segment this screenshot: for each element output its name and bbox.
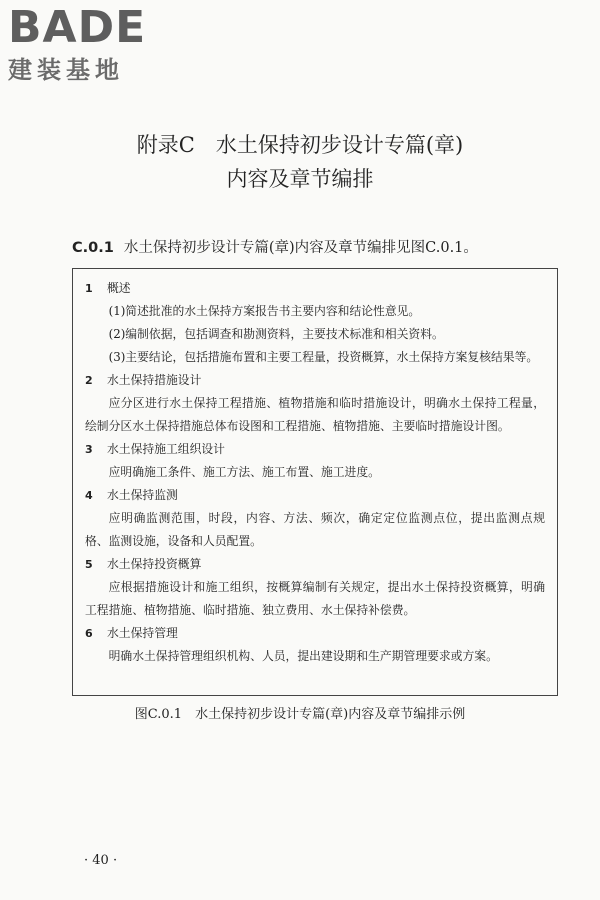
title-line-1: 附录C 水土保持初步设计专篇(章): [136, 133, 464, 157]
section-title: 概述: [107, 281, 131, 295]
section-title: 水土保持措施设计: [107, 373, 202, 387]
section-title: 水土保持监测: [107, 488, 178, 502]
section-paragraph: 应分区进行水土保持工程措施、植物措施和临时措施设计，明确水土保持工程量，绘制分区水土保持措施总体布设图和工程措施、植物措施、主要临时措施设计图。: [85, 396, 545, 433]
figure-caption: 图C.0.1 水土保持初步设计专篇(章)内容及章节编排示例: [134, 707, 466, 722]
title-line-2: 内容及章节编排: [226, 167, 374, 191]
clause-paragraph: [72, 238, 572, 258]
section-title: 水土保持管理: [107, 626, 178, 640]
section-paragraph: (1)简述批准的水土保持方案报告书主要内容和结论性意见。: [108, 304, 421, 318]
section-number: 2: [85, 374, 93, 387]
logo-wordmark: BADE: [8, 2, 147, 53]
section-heading: [85, 369, 545, 392]
clause-text: 水土保持初步设计专篇(章)内容及章节编排见图C.0.1。: [123, 240, 478, 256]
section-number: 1: [85, 282, 93, 295]
section-heading: [85, 438, 545, 461]
logo-subtitle: 建装基地: [8, 56, 124, 84]
section-number: 6: [85, 627, 93, 640]
section-number: 3: [85, 443, 93, 456]
bade-logo: [8, 4, 208, 84]
section-paragraph: (3)主要结论，包括措施布置和主要工程量，投资概算，水土保持方案复核结果等。: [108, 350, 539, 364]
section-heading: [85, 622, 545, 645]
section-number: 5: [85, 558, 93, 571]
section-paragraph: 应根据措施设计和施工组织，按概算编制有关规定，提出水土保持投资概算，明确工程措施、植物措施、临时措施、独立费用、水土保持补偿费。: [85, 580, 545, 617]
clause-number: C.0.1: [72, 240, 114, 256]
section-paragraph: 应明确监测范围，时段，内容、方法、频次，确定定位监测点位，提出监测点规格、监测设施，设备和人员配置。: [85, 511, 545, 548]
section-title: 水土保持投资概算: [107, 557, 202, 571]
section-number: 4: [85, 489, 93, 502]
section-paragraph: 明确水土保持管理组织机构、人员，提出建设期和生产期管理要求或方案。: [108, 649, 498, 663]
section-paragraph: (2)编制依据，包括调查和勘测资料，主要技术标准和相关资料。: [108, 327, 444, 341]
section-title: 水土保持施工组织设计: [107, 442, 225, 456]
section-heading: [85, 553, 545, 576]
section-heading: [85, 484, 545, 507]
page-number: · 40 ·: [84, 853, 118, 868]
appendix-title: [0, 128, 600, 196]
section-paragraph: 应明确施工条件、施工方法、施工布置、施工进度。: [108, 465, 380, 479]
content-outline-box: [72, 268, 558, 696]
section-heading: [85, 277, 545, 300]
